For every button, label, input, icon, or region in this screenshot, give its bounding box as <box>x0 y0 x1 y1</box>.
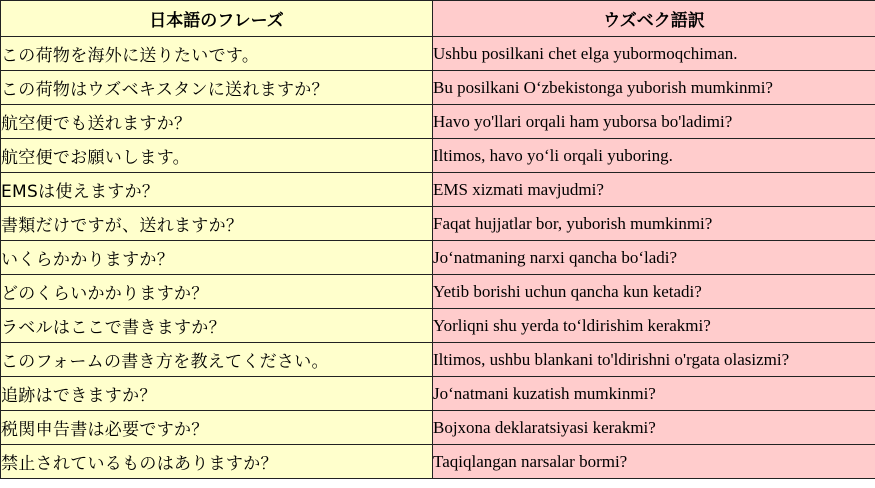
table-row <box>1 241 875 275</box>
japanese-phrase-cell: 航空便でお願いします。 <box>1 139 433 173</box>
uzbek-translation-cell: Yetib borishi uchun qancha kun ketadi? <box>433 275 875 309</box>
japanese-phrase-cell: EMSは使えますか？ <box>1 173 433 207</box>
japanese-phrase-cell: このフォームの書き方を教えてください。 <box>1 343 433 377</box>
japanese-phrase-cell: この荷物はウズベキスタンに送れますか？ <box>1 71 433 105</box>
table-row <box>1 173 875 207</box>
table-row <box>1 377 875 411</box>
japanese-phrase-cell: 禁止されているものはありますか？ <box>1 445 433 479</box>
uzbek-translation-cell: Jo‘natmaning narxi qancha bo‘ladi? <box>433 241 875 275</box>
table-row <box>1 71 875 105</box>
table-row <box>1 207 875 241</box>
uzbek-translation-cell: Faqat hujjatlar bor, yuborish mumkinmi? <box>433 207 875 241</box>
uzbek-translation-cell: Havo yo'llari orqali ham yuborsa bo'ladimi? <box>433 105 875 139</box>
uzbek-translation-cell: Bojxona deklaratsiyasi kerakmi? <box>433 411 875 445</box>
japanese-phrase-cell: いくらかかりますか？ <box>1 241 433 275</box>
table-row <box>1 309 875 343</box>
uzbek-translation-cell: Taqiqlangan narsalar bormi? <box>433 445 875 479</box>
table-row <box>1 275 875 309</box>
japanese-phrase-cell: どのくらいかかりますか？ <box>1 275 433 309</box>
uzbek-translation-cell: Bu posilkani O‘zbekistonga yuborish mumkinmi? <box>433 71 875 105</box>
japanese-phrase-cell: 航空便でも送れますか？ <box>1 105 433 139</box>
japanese-phrase-cell: この荷物を海外に送りたいです。 <box>1 37 433 71</box>
table-body <box>1 37 875 479</box>
uzbek-translation-cell: Iltimos, ushbu blankani to'ldirishni o'rgata olasizmi? <box>433 343 875 377</box>
uzbek-translation-cell: Jo‘natmani kuzatish mumkinmi? <box>433 377 875 411</box>
table-row <box>1 343 875 377</box>
japanese-phrase-cell: 書類だけですが、送れますか？ <box>1 207 433 241</box>
table-row <box>1 445 875 479</box>
header-uzbek-translation: ウズベク語訳 <box>433 1 875 37</box>
table-row <box>1 139 875 173</box>
header-row <box>1 1 875 37</box>
uzbek-translation-cell: Ushbu posilkani chet elga yubormoqchiman. <box>433 37 875 71</box>
uzbek-translation-cell: Yorliqni shu yerda to‘ldirishim kerakmi? <box>433 309 875 343</box>
table-row <box>1 411 875 445</box>
japanese-phrase-cell: 税関申告書は必要ですか？ <box>1 411 433 445</box>
uzbek-translation-cell: Iltimos, havo yo‘li orqali yuboring. <box>433 139 875 173</box>
japanese-phrase-cell: ラベルはここで書きますか？ <box>1 309 433 343</box>
table-row <box>1 105 875 139</box>
uzbek-translation-cell: EMS xizmati mavjudmi? <box>433 173 875 207</box>
japanese-phrase-cell: 追跡はできますか？ <box>1 377 433 411</box>
table-row <box>1 37 875 71</box>
header-japanese-phrase: 日本語のフレーズ <box>1 1 433 37</box>
